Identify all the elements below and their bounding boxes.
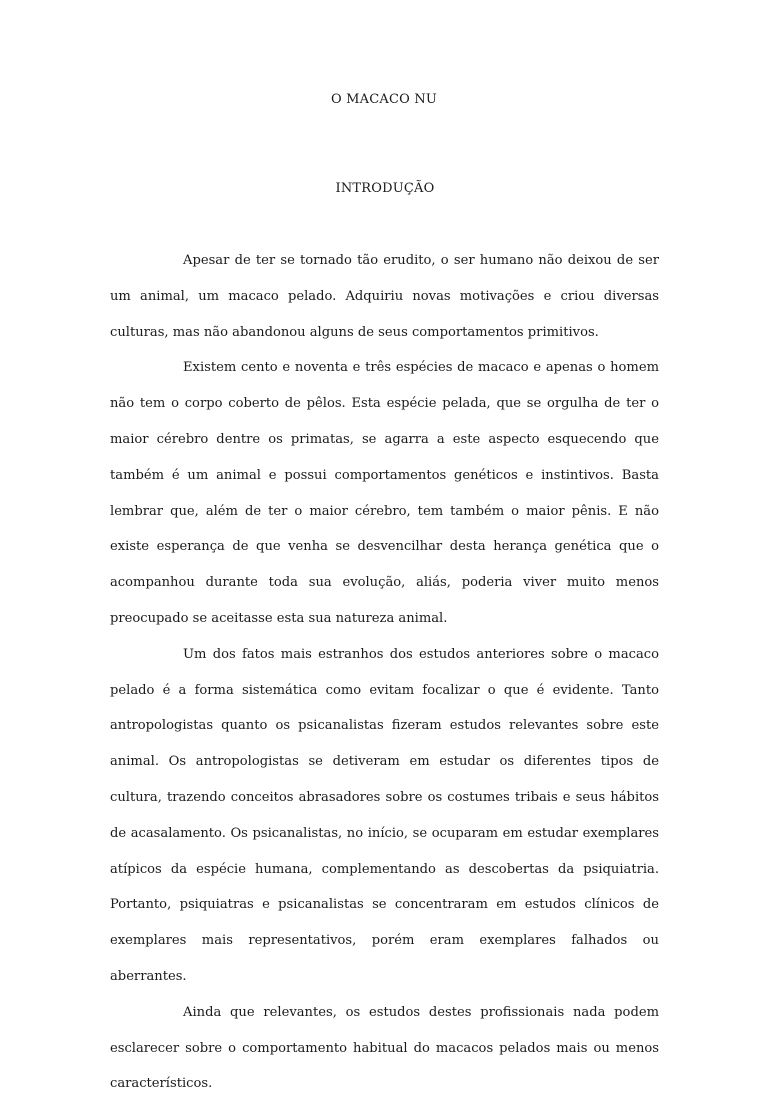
paragraph: Apesar de ter se tornado tão erudito, o ser humano não deixou de ser um animal, um macaco pelado. Adquiriu novas motivações e criou diversas culturas, mas não abandonou alguns de seus comportamentos primitivos. bbox=[110, 253, 659, 340]
document-title: O MACACO NU bbox=[330, 92, 438, 107]
section-title: INTRODUÇÃO bbox=[335, 181, 435, 196]
paragraph: Um dos fatos mais estranhos dos estudos anteriores sobre o macaco pelado é a forma sistemática como evitam focalizar o que é evidente. Tanto antropologistas quanto os psicanalistas fizeram estudos relevantes sobre este animal. Os antropologistas se detiveram em estudar os diferentes tipos de cultura, trazendo conceitos abrasadores sobre os costumes tribais e seus hábitos de acasalamento. Os psicanalistas, no início, se ocuparam em estudar exemplares atípicos da espécie humana, complementando as descobertas da psiquiatria. Portanto, psiquiatras e psicanalistas se concentraram em estudos clínicos de exemplares mais representativos, porém eram exemplares falhados ou aberrantes. bbox=[110, 646, 659, 984]
paragraph: Ainda que relevantes, os estudos destes profissionais nada podem esclarecer sobre o comportamento habitual do macacos pelados mais ou menos característicos. bbox=[110, 1004, 659, 1092]
paragraph: Existem cento e noventa e três espécies de macaco e apenas o homem não tem o corpo coberto de pêlos. Esta espécie pelada, que se orgulha de ter o maior cérebro dentre os primatas, se agarra a este aspecto esquecendo que também é um animal e possui comportamentos genéticos e instintivos. Basta lembrar que, além de ter o maior cérebro, tem também o maior pênis. E não existe esperança de que venha se desvencilhar desta herança genética que o acompanhou durante toda sua evolução, aliás, poderia viver muito menos preocupado se aceitasse esta sua natureza animal. bbox=[110, 360, 659, 626]
document-body bbox=[110, 243, 659, 1102]
